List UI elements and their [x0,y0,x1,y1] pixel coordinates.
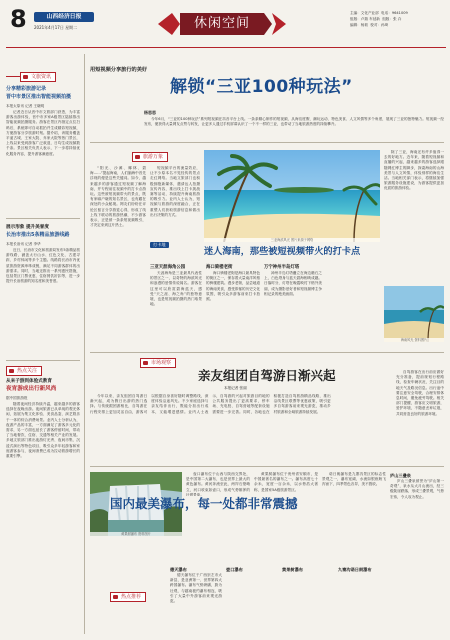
tag-market-watch [140,358,176,368]
bottom1-right [396,370,444,466]
left-column [6,54,80,634]
waterfall-photo-caption: 黄果树瀑布 资料图片 [90,532,182,536]
mid-col1 [90,166,146,352]
tag-hot-focus-label: 热点关注 [17,368,38,374]
mid-headline: 迷人海南，那些被短视频带火的打卡点 [204,246,361,257]
bottom2-col1-body [170,573,222,633]
mid-sub3 [264,264,322,351]
mid-sub3-body-text: 神州半岛灯塔矗立在海边礁石之上，白色塔身与蓝天碧海相映成趣。日落时分，灯塔在晚霞映衬下格外美丽，成为摄影爱好者和短视频博主争相记录的绝美画面。 [264,271,322,296]
beach-photo [204,150,380,242]
tag-bullet-icon [9,369,14,373]
bottom1-body [90,394,392,464]
left-sec2-head1: 展示形象 提升美誉度 [6,225,49,230]
masthead-rule [6,47,446,48]
small-scene-icon [384,286,444,342]
bottom2-col5-body-text: 庐山三叠泉被誉为“庐山第一奇观”，泉水从大月山流出，经三级陡崖跌落，形成三叠景观，气势宏伟，令人叹为观止。 [390,479,444,499]
mid-sub1-title: 三亚天涯海角公园 [150,265,186,270]
paper-name: 山西经济日报 [46,14,82,20]
left-sec3-byline: 据中国旅游报 [6,396,28,400]
tag-market-watch-label: 市场观察 [151,360,172,366]
bottom2-col3 [254,472,318,500]
bottom2-col2b [226,566,278,634]
mid-sub1-body-text: 天涯海角是三亚最具代表性的景区之一，以奇特的海滨风光和浪漫的爱情传说闻名。游客在这里可以欣赏碧海蓝天，感受“天之涯、海之角”的独特意境，也是短视频拍摄的热门取景地。 [150,271,202,307]
tag-hot-focus [6,366,42,376]
mid-right-col [384,150,444,280]
top-byline: 杨思思 [144,110,156,115]
bottom2-col5 [390,472,444,630]
bottom2-col2 [186,472,250,500]
left-sec2-body [6,248,80,354]
tag-hot-recommend-label: 热点推荐 [121,594,142,600]
mid-sub3-body [264,271,322,351]
tag-travel-scene-label: 旅游万象 [143,154,164,160]
bottom2-col3-body [254,472,318,496]
bottom1-right-text: 自驾游客在出行前应做好充分准备，提前规划行程路线，检查车辆状况，关注目的地天气及路况信息。出行途中要注意安全驾驶，合理安排休息时间，避免疲劳驾驶。相关部门提醒，游客应文明旅游，爱护环境，不随意丢弃垃圾，共同营造良好的旅游环境。 [396,370,444,416]
top-lead [144,117,444,141]
mid-sub2 [206,264,260,351]
bottom2-col4b [338,566,388,634]
bottom1-body-text: 今年以来，亲友组团自驾游日渐兴起，成为假日出游的热门选择。与传统跟团游相比，自驾游在行程安排上更加灵活自由，游客可以根据自身喜好随时调整路线，深度体验沿途风光。不少家庭选择与亲友结伴出行，既能分担出行成本，又能增进感情。业内人士表示，自驾游的兴起对旅游目的地的公共服务提出了更高要求，停车场、充电桩、自驾营地等配套设施需要进一步完善。同时，各地也在积极打造自驾旅游精品线路，推出沿线景区联票等优惠政策，吸引更多自驾游客前来观光游览，推动乡村旅游和全域旅游持续发展。 [90,394,331,414]
bottom2-col4-body-text: 诺日朗瀑布是九寨沟景区的标志性景观之一，瀑布宽阔，水流如银练般飞泻而下，四季景色各异，美不胜收。 [322,472,386,487]
mid-sub2-body-text: 海口骑楼老街是海口最具特色的街区之一，保存着大量南洋风格的骑楼建筑。漫步老街，品尝地道的海南美食，感受浓郁的历史文化氛围，吸引众多游客前来打卡拍照。 [206,271,260,302]
page-number: 8 [10,5,27,33]
left-sec1-head2: 晋中市景区推出智能视频拍摄 [6,94,72,100]
paper-name-badge [34,12,94,22]
bottom2-col2-body-text: 壶口瀑布位于山西与陕西交界处，是中国第二大瀑布，也是世界上最大的黄色瀑布。黄河奔流至此，两岸石壁峭立，河口收束如壶口，形成气势雄浑的壮观景象。 [186,472,250,496]
bottom2-col2-title: 壶口瀑布 [226,567,243,572]
mid-col1-text: “阳光、沙滩、椰林、碧海……”提起海南，人们脑海中首先浮现的便是这些关键词。如今，越来越多的游客通过短视频了解海南，并专程前往视频中的打卡点游玩。这些被短视频带火的景点，既有家喻户晓的知名景区，也有藏在深处的小众秘境。网友们纷纷在评论区留言分享游览心得，形成了线上线下联动的旅游热潮，不少游客表示，正是被一条条短视频吸引，才决定来到这片热土。 [90,166,146,228]
bottom1-byline: 本报记者 张丽 [224,386,247,390]
beach-scene-icon [204,150,380,242]
section-title: 休闲空间 [193,16,250,31]
left-sec3-head2: 夜宵游成出行新风尚 [6,386,57,392]
masthead [0,0,450,48]
mid-right-col-text: 除了三亚，海南还有许多值得一去的好地方。近年来，随着短视频和直播的兴起，越来越多的游客选择跟随网红博主的脚步，探索海南的山海美景与人文风情，体验别样的海岛生活。当地相关部门表示，将继续加强旅游服务设施建设，为游客提供更加优质的旅游体验。 [384,150,444,191]
left-column-rule [84,54,85,634]
top-feature [90,56,444,140]
bottom2-headline: 国内最美瀑布，每一处都非常震撼 [110,496,298,511]
bottom2-col1-body-text: 德天瀑布位于广西崇左市大新县，是亚洲第一、世界第四大跨国瀑布。瀑布气势磅礴，蔚为壮观，与越南板约瀑布相连，吸引了大量中外游客前来观光游览。 [170,573,222,604]
small-photo-caption: 海南风光 资料图片 [384,338,444,342]
editor-proof: 校对：孙琦 [370,23,389,27]
bottom2-col4-title: 九寨沟诺日朗瀑布 [338,567,372,572]
left-sec2-body-text: 近日，长治市文化和旅游局发布5条精品旅游线路，涵盖太行山水、红色文化、古建寻踪、乡村休闲等多个主题。线路将长治市内优质旅游资源串珠成链，满足不同游客群体的出游需求。同时，当地还推出一系列惠民措施，包括景区门票优惠、住宿餐饮折扣等，进一步提升长治旅游的知名度和美誉度。 [6,248,80,284]
section-banner [158,9,286,39]
tag-travel-scene [132,152,168,162]
editor-phone: 电话：9641009 [381,11,408,15]
bottom2-col3b [282,566,334,634]
bottom2-col2-body [186,472,250,496]
tag-culture-news-label: 文旅资讯 [31,74,52,80]
bottom2-col3-title: 黄果树瀑布 [282,567,303,572]
left-sec1-byline: 本报太原讯 记者 王晓明 [6,104,45,108]
left-sec3-body [6,402,80,630]
bottom2-col4-body [322,472,386,496]
top-rule [90,142,444,143]
tag-bullet-icon [23,75,28,79]
editor-line2: 组版：卢瑞 车延新 [350,17,380,21]
bottom2-col5-body [390,479,444,629]
mid-rule [90,352,444,353]
bottom1-headline: 亲友组团自驾游日渐兴起 [198,368,336,383]
bottom2-col5-title: 庐山三叠泉 [390,473,411,478]
left-divider-1 [6,218,80,219]
bottom2-col1 [170,566,222,634]
tag-culture-news [20,72,56,82]
editor-layout: 组版：张 卉 [382,17,402,21]
editor-line3: 编辑：杨莉 [350,23,368,27]
left-sec2-byline: 本报长治讯 记者 李华 [6,242,41,246]
bottom2-col4 [322,472,386,500]
tag-bullet-icon [113,595,118,599]
tag-bullet-icon [135,155,140,159]
left-divider-2 [6,360,80,361]
top-kicker: 用短视频分享旅行的美好 [90,67,148,73]
bottom2-col1-title: 德天瀑布 [170,567,187,572]
mid-sub2-title: 海口骑楼老街 [206,265,233,270]
left-sec1-head1: 分享精彩旅游记录 [6,86,47,92]
left-sec2-head2: 长治市推出5条精品旅游线路 [6,232,70,238]
left-sec1-body [6,110,80,214]
beach-photo-caption: 三亚海滨风光 图片来源于网络 [204,238,380,242]
mid-sub2-body [206,271,260,351]
tag-rule [6,76,20,77]
left-sec1-body-text: 记者近日从晋中市文旅部门获悉，为丰富游客出游体验，晋中市多家A级景区陆续推出智能视频拍摄服务。游客在景区内指定点位扫码后，系统即可自动抓拍并生成精彩短视频，方便游客分享旅游时刻。据介绍，该服务覆盖平遥古城、王家大院、乔家大院等热门景区，上线以来受到游客广泛欢迎，日均生成视频数千条。景区相关负责人表示，下一步将持续优化服务内容，提升游客满意度。 [6,110,80,156]
tag-bullet-icon [143,361,148,365]
mid-sub1-body [150,271,202,351]
left-sec3-body-text: 随着夜间经济持续升温，越来越多的游客选择在夜晚出游。夜间旅游已从单纯的观光休闲，拓展为集文化体验、美食品鉴、演艺娱乐于一体的综合消费场景。业内人士分析认为，夜游产品的丰富，一方面满足了游客多元化的需求，另一方面也延长了游客停留时间，带动了当地餐饮、住宿、交通等相关产业的发展。多地文旅部门推出夜游灯光秀、夜间市集、沉浸式演出等特色项目，吸引众多年轻游客和家庭游客参与，夜间消费已成为拉动旅游增长的重要引擎。 [6,402,80,459]
mid-col2-text: 短视频平台的流量效应，让不少原本名不见经传的景点走红网络。当地文旅部门也积极拥抱新媒体，邀请达人拍摄宣传内容，推出线上打卡挑战赛等活动，持续提升海南旅游的吸引力。业内人士认为，短视频与旅游的深度融合，正在重塑人们获取旅游信息和做出出行决策的方式。 [150,166,200,217]
mid-sub3-title: 万宁神州半岛灯塔 [264,265,300,270]
top-lead-text: 今年6月，“三亚的100种玩法”系列短视频在抖音平台上线。一条条精心制作的短视频，从海岛度假、潮玩运动、特色美食、人文风情等多个角度，展现了三亚的独特魅力。短视频一经发布，便获得大量网友点赞与转发，让更多人通过手机屏幕认识了一个不一样的三亚，也带动了当地旅游热度的持续攀升。 [144,117,444,127]
mid-checkin-pill: 打卡地 [150,242,169,248]
small-photo [384,286,444,342]
editor-line1: 主编：文化产业部 [350,11,379,15]
left-sec3-head1: 从来子游到体验式教育 [6,379,52,384]
editor-info [350,10,446,28]
bottom2-col3-body-text: 黄果树瀑布位于贵州省安顺市，是中国最著名的瀑布之一。瀑布高度七十余米，宽度一百余米，以水势浩大著称，是国家5A级旅游景区。 [254,472,318,492]
bottom1-rule [90,466,444,467]
mid-sub1 [150,264,202,351]
mid-col2 [150,166,200,238]
tag-hot-recommend [110,592,146,602]
masthead-date: 2021年4月17日 星期二 [34,25,78,30]
top-headline: 解锁“三亚100种玩法” [170,77,353,97]
